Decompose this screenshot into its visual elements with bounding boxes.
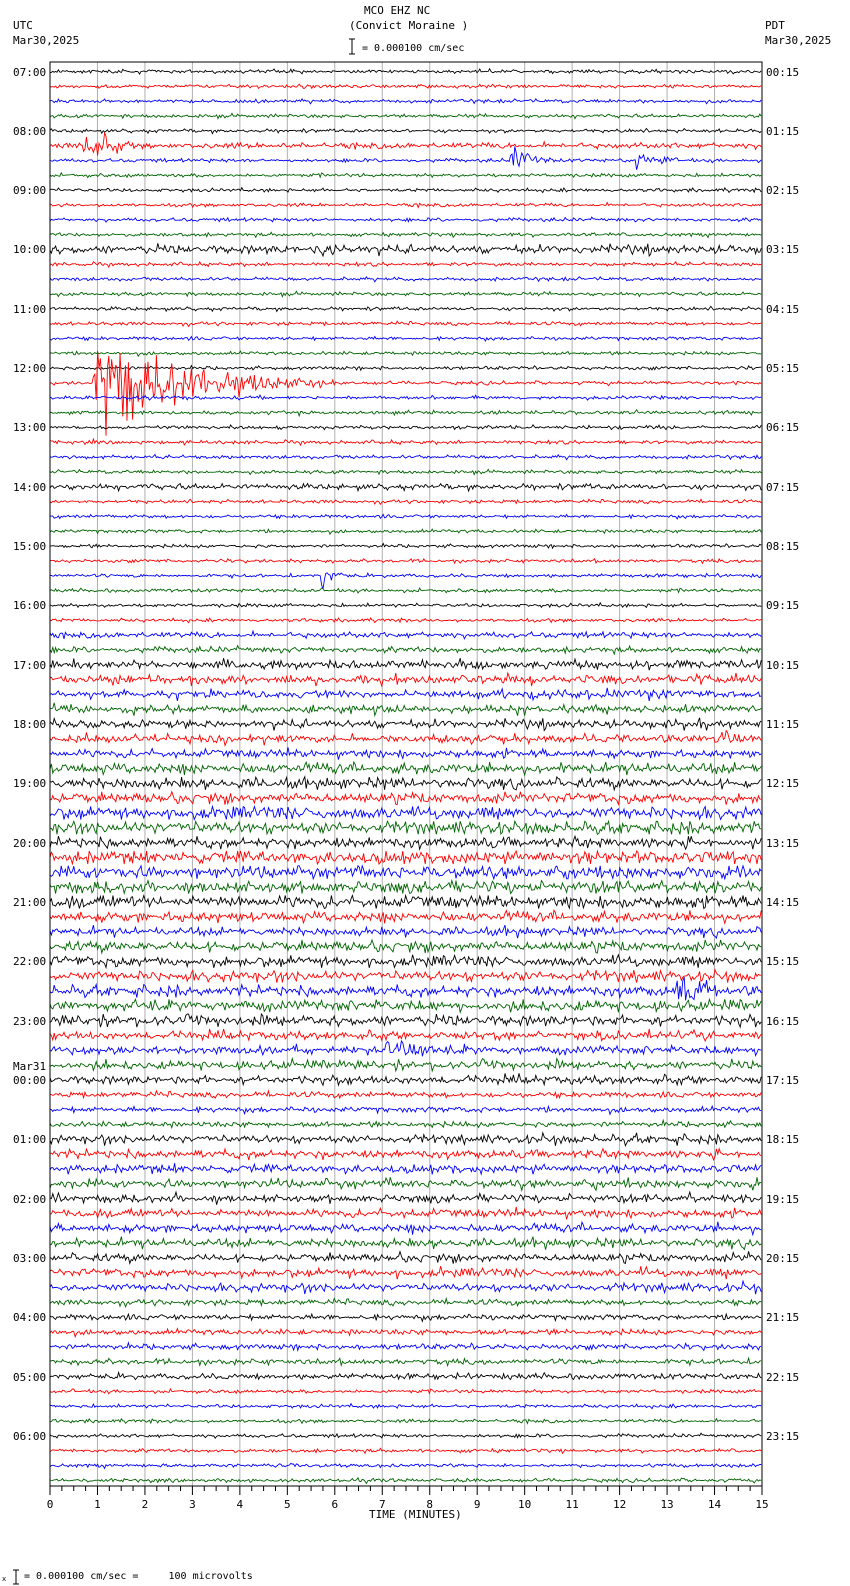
trace-line: [50, 351, 761, 436]
left-hour-label: 03:00: [13, 1251, 47, 1265]
footer-scale-text: = 0.000100 cm/sec = 100 microvolts: [24, 1571, 253, 1582]
x-tick-label: 14: [707, 1498, 722, 1511]
trace-line: [50, 147, 761, 170]
trace-line: [50, 762, 761, 775]
right-hour-label: 05:15: [766, 362, 800, 376]
trace-line: [50, 1389, 761, 1394]
trace-line: [50, 529, 761, 534]
trace-line: [50, 129, 761, 134]
trace-line: [50, 1266, 761, 1279]
right-hour-label: 15:15: [766, 955, 800, 969]
right-hour-label: 08:15: [766, 540, 800, 554]
trace-line: [50, 1133, 761, 1146]
left-date: Mar30,2025: [13, 34, 80, 47]
left-hour-label: 20:00: [13, 836, 47, 850]
trace-line: [50, 866, 761, 879]
right-hour-label: 02:15: [766, 184, 800, 198]
svg-text:x: x: [2, 1575, 7, 1583]
left-hour-label: 06:00: [13, 1429, 47, 1443]
trace-line: [50, 203, 761, 208]
trace-line: [50, 425, 761, 430]
trace-line: [50, 777, 761, 790]
left-hour-label: 21:00: [13, 895, 47, 909]
trace-line: [50, 588, 761, 593]
x-tick-label: 5: [284, 1498, 291, 1511]
trace-line: [50, 469, 761, 474]
scale-text: = 0.000100 cm/sec: [362, 43, 465, 54]
trace-line: [50, 1073, 761, 1085]
trace-line: [50, 515, 761, 519]
x-tick-label: 1: [94, 1498, 101, 1511]
left-hour-label: 10:00: [13, 243, 47, 257]
trace-line: [50, 977, 761, 1000]
trace-line: [50, 1463, 761, 1468]
trace-line: [50, 1329, 761, 1337]
left-hour-label: 09:00: [13, 184, 47, 198]
x-tick-label: 12: [612, 1498, 627, 1511]
trace-line: [50, 925, 761, 938]
trace-line: [50, 910, 761, 923]
trace-line: [50, 631, 761, 639]
trace-line: [50, 84, 761, 88]
trace-line: [50, 970, 761, 983]
trace-line: [50, 1149, 761, 1160]
right-hour-label: 00:15: [766, 65, 800, 79]
left-hour-label: 19:00: [13, 777, 47, 791]
trace-line: [50, 1014, 761, 1027]
trace-line: [50, 306, 761, 311]
trace-line: [50, 262, 761, 268]
right-hour-label: 13:15: [766, 836, 800, 850]
trace-line: [50, 1163, 761, 1174]
plot-grid: [97, 62, 714, 1486]
trace-line: [50, 321, 761, 326]
left-hour-label: 16:00: [13, 599, 47, 613]
left-hour-label: 15:00: [13, 540, 47, 554]
left-hour-label: 00:00: [13, 1073, 47, 1087]
day-change-label: Mar31: [13, 1059, 47, 1073]
trace-line: [50, 559, 761, 564]
trace-line: [50, 851, 761, 864]
x-tick-label: 11: [565, 1498, 579, 1511]
trace-line: [50, 291, 761, 296]
trace-line: [50, 544, 761, 549]
trace-line: [50, 703, 761, 716]
right-hour-label: 21:15: [766, 1311, 800, 1325]
trace-line: [50, 410, 761, 416]
right-hour-label: 16:15: [766, 1014, 800, 1028]
left-hour-label: 04:00: [13, 1311, 47, 1325]
right-date: Mar30,2025: [765, 34, 832, 47]
left-hour-label: 14:00: [13, 480, 47, 494]
trace-line: [50, 1237, 761, 1250]
right-hour-label: 09:15: [766, 599, 800, 613]
right-timezone: PDT: [765, 19, 785, 32]
x-tick-label: 15: [755, 1498, 769, 1511]
right-hour-label: 04:15: [766, 302, 800, 316]
left-hour-label: 08:00: [13, 124, 47, 138]
trace-line: [50, 1041, 761, 1056]
trace-line: [50, 618, 761, 623]
trace-line: [50, 1106, 761, 1114]
right-hour-label: 17:15: [766, 1073, 800, 1087]
left-timezone: UTC: [13, 19, 33, 32]
left-hour-label: 18:00: [13, 718, 47, 732]
trace-line: [50, 718, 761, 731]
trace-line: [50, 113, 761, 118]
left-hour-label: 13:00: [13, 421, 47, 435]
trace-line: [50, 217, 761, 222]
left-hour-label: 11:00: [13, 302, 47, 316]
x-tick-label: 8: [426, 1498, 434, 1511]
x-tick-label: 9: [473, 1498, 481, 1511]
trace-line: [50, 646, 761, 655]
trace-line: [50, 688, 761, 701]
trace-line: [50, 188, 761, 193]
x-tick-label: 2: [141, 1498, 149, 1511]
trace-line: [50, 69, 761, 74]
right-hour-label: 18:15: [766, 1133, 800, 1147]
trace-line: [50, 277, 761, 282]
trace-line: [50, 836, 761, 849]
trace-line: [50, 747, 761, 759]
trace-group: [50, 69, 761, 1484]
trace-line: [50, 1091, 761, 1098]
trace-line: [50, 673, 761, 686]
trace-line: [50, 792, 761, 805]
trace-line: [50, 658, 761, 670]
trace-line: [50, 1177, 761, 1190]
trace-line: [50, 999, 761, 1012]
x-tick-label: 7: [378, 1498, 386, 1511]
trace-line: [50, 1192, 761, 1205]
trace-line: [50, 1358, 761, 1366]
right-hour-label: 14:15: [766, 895, 800, 909]
trace-line: [50, 731, 761, 746]
trace-line: [50, 896, 761, 909]
trace-line: [50, 1343, 761, 1351]
x-tick-label: 10: [518, 1498, 532, 1511]
trace-line: [50, 455, 761, 460]
trace-line: [50, 243, 761, 256]
trace-line: [50, 1222, 761, 1235]
left-hour-label: 02:00: [13, 1192, 47, 1206]
x-tick-label: 4: [236, 1498, 244, 1511]
trace-line: [50, 1251, 761, 1263]
trace-line: [50, 133, 761, 156]
left-hour-label: 05:00: [13, 1370, 47, 1384]
left-hour-label: 23:00: [13, 1014, 47, 1028]
footer-scale-icon: [2, 1568, 24, 1586]
trace-line: [50, 807, 761, 820]
trace-line: [50, 1029, 761, 1041]
right-hour-label: 19:15: [766, 1192, 800, 1206]
trace-line: [50, 1448, 761, 1453]
right-hour-label: 22:15: [766, 1370, 800, 1384]
trace-line: [50, 395, 761, 400]
trace-line: [50, 337, 761, 342]
trace-line: [50, 1433, 761, 1438]
trace-line: [50, 821, 761, 834]
right-hour-label: 12:15: [766, 777, 800, 791]
trace-line: [50, 1298, 761, 1306]
left-hour-label: 07:00: [13, 65, 47, 79]
trace-line: [50, 1372, 761, 1379]
x-tick-label: 6: [331, 1498, 339, 1511]
right-hour-label: 03:15: [766, 243, 800, 257]
right-hour-label: 11:15: [766, 718, 800, 732]
trace-line: [50, 1207, 761, 1219]
station-title: MCO EHZ NC: [364, 4, 431, 17]
left-hour-label: 22:00: [13, 955, 47, 969]
trace-line: [50, 499, 761, 504]
trace-line: [50, 881, 761, 894]
left-hour-label: 17:00: [13, 658, 47, 672]
trace-line: [50, 439, 761, 445]
scale-bar-icon: [348, 38, 356, 56]
trace-line: [50, 232, 761, 237]
right-hour-label: 20:15: [766, 1251, 800, 1265]
trace-line: [50, 1478, 761, 1484]
trace-line: [50, 173, 761, 178]
trace-line: [50, 955, 761, 968]
trace-line: [50, 1314, 761, 1321]
left-hour-label: 01:00: [13, 1133, 47, 1147]
trace-line: [50, 603, 761, 608]
left-hour-label: 12:00: [13, 362, 47, 376]
right-hour-label: 06:15: [766, 421, 800, 435]
trace-line: [50, 940, 761, 953]
trace-line: [50, 573, 761, 589]
right-hour-label: 07:15: [766, 480, 800, 494]
x-tick-label: 13: [660, 1498, 674, 1511]
trace-line: [50, 1120, 761, 1127]
x-tick-label: 0: [46, 1498, 54, 1511]
right-hour-label: 01:15: [766, 124, 800, 138]
right-hour-label: 23:15: [766, 1429, 800, 1443]
trace-line: [50, 1281, 761, 1294]
trace-line: [50, 1404, 761, 1409]
trace-line: [50, 99, 761, 104]
x-tick-label: 3: [189, 1498, 196, 1511]
trace-line: [50, 1059, 761, 1071]
x-axis-label: TIME (MINUTES): [369, 1508, 462, 1521]
trace-line: [50, 1419, 761, 1424]
trace-line: [50, 484, 761, 492]
right-hour-label: 10:15: [766, 658, 800, 672]
station-location: (Convict Moraine ): [349, 19, 469, 32]
